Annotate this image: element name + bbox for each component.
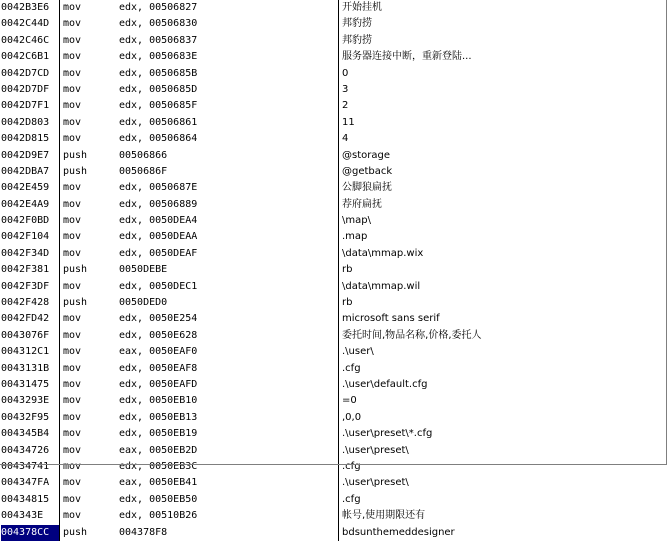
table-row[interactable] <box>0 295 667 311</box>
address-cell: 0042D803 <box>1 116 50 128</box>
table-row[interactable] <box>0 33 667 49</box>
operands-cell: edx, 00510B26 <box>119 510 198 522</box>
instruction-cell: mov <box>63 493 82 505</box>
instruction-cell: mov <box>63 460 82 472</box>
address-cell: 00431475 <box>1 378 50 390</box>
operands-cell: edx, 00506830 <box>119 18 198 30</box>
string-cell: \data\mmap.wil <box>342 280 421 292</box>
table-row[interactable] <box>0 311 667 327</box>
string-cell: .map <box>342 231 368 243</box>
address-cell: 0042C46C <box>1 34 50 46</box>
address-cell: 004312C1 <box>1 346 50 358</box>
table-row[interactable] <box>0 180 667 196</box>
table-row[interactable] <box>0 49 667 65</box>
instruction-cell: push <box>63 264 88 276</box>
string-cell: 帐号,使用期限还有 <box>342 510 426 522</box>
address-cell: 0043293E <box>1 395 50 407</box>
string-cell: bdsunthemeddesigner <box>342 526 455 538</box>
operands-cell: 0050DED0 <box>119 297 168 309</box>
operands-cell: edx, 0050DEAA <box>119 231 198 243</box>
address-cell: 0042B3E6 <box>1 2 50 13</box>
operands-cell: edx, 0050EB50 <box>119 493 198 505</box>
instruction-cell: mov <box>63 51 82 63</box>
operands-cell: edx, 0050685D <box>119 83 198 95</box>
table-row[interactable] <box>0 475 667 491</box>
string-cell: \data\mmap.wix <box>342 247 424 259</box>
table-row[interactable] <box>0 82 667 98</box>
string-cell: .cfg <box>342 493 361 505</box>
string-cell: 0 <box>342 67 349 79</box>
string-cell: 11 <box>342 116 355 128</box>
address-cell: 0042D815 <box>1 133 50 145</box>
instruction-cell: mov <box>63 215 82 227</box>
operands-cell: edx, 0050EB10 <box>119 395 198 407</box>
table-row[interactable] <box>0 492 667 508</box>
table-row[interactable] <box>0 361 667 377</box>
string-cell: 邦豹捞 <box>342 34 372 46</box>
string-cell: .\user\preset\ <box>342 444 409 456</box>
instruction-cell: push <box>63 526 88 538</box>
table-row[interactable] <box>0 393 667 409</box>
instruction-cell: mov <box>63 329 82 341</box>
instruction-cell: mov <box>63 280 82 292</box>
address-cell: 0042DBA7 <box>1 165 50 177</box>
operands-cell: edx, 0050EB19 <box>119 428 198 440</box>
table-row[interactable] <box>0 229 667 245</box>
instruction-cell: push <box>63 165 88 177</box>
string-cell: .\user\default.cfg <box>342 378 428 390</box>
address-cell: 00434741 <box>1 460 50 472</box>
operands-cell: edx, 0050683E <box>119 51 198 63</box>
address-cell: 0042F428 <box>1 297 50 309</box>
instruction-cell: mov <box>63 18 82 30</box>
string-cell: 邦豹捞 <box>342 18 372 30</box>
operands-cell: edx, 0050DEA4 <box>119 215 198 227</box>
table-row[interactable] <box>0 0 667 16</box>
operands-cell: edx, 0050EAF8 <box>119 362 198 374</box>
string-cell: microsoft sans serif <box>342 313 440 325</box>
address-cell: 00432F95 <box>1 411 50 423</box>
instruction-cell: mov <box>63 198 82 210</box>
address-cell: 0042D7F1 <box>1 100 50 112</box>
table-row[interactable] <box>0 459 667 475</box>
string-cell: .\user\preset\*.cfg <box>342 428 433 440</box>
instruction-cell: push <box>63 149 88 161</box>
instruction-cell: mov <box>63 100 82 112</box>
address-cell: 0042FD42 <box>1 313 50 325</box>
instruction-cell: mov <box>63 395 82 407</box>
instruction-cell: mov <box>63 182 82 194</box>
operands-cell: edx, 0050EAFD <box>119 378 198 390</box>
operands-cell: 004378F8 <box>119 526 168 538</box>
address-cell: 004343E <box>1 510 44 522</box>
string-cell: .cfg <box>342 362 361 374</box>
address-cell: 0042F381 <box>1 264 50 276</box>
table-row[interactable] <box>0 213 667 229</box>
table-row[interactable] <box>0 525 667 541</box>
table-row[interactable] <box>0 197 667 213</box>
operands-cell: edx, 0050685B <box>119 67 198 79</box>
operands-cell: edx, 0050EB13 <box>119 411 198 423</box>
operands-cell: edx, 0050EB3C <box>119 460 198 472</box>
instruction-cell: mov <box>63 83 82 95</box>
string-cell: @storage <box>342 149 390 161</box>
address-cell: 0042F3DF <box>1 280 50 292</box>
string-cell: rb <box>342 264 353 276</box>
string-cell: rb <box>342 297 353 309</box>
address-cell: 00434726 <box>1 444 50 456</box>
string-cell: 委托时间,物品名称,价格,委托人 <box>342 329 482 341</box>
operands-cell: 0050686F <box>119 165 168 177</box>
address-cell: 004345B4 <box>1 428 50 440</box>
address-cell: 0042D7DF <box>1 83 50 95</box>
table-row[interactable] <box>0 328 667 344</box>
table-row[interactable] <box>0 115 667 131</box>
address-cell: 0042E4A9 <box>1 198 50 210</box>
string-cell: .cfg <box>342 460 361 472</box>
address-cell: 00434815 <box>1 493 50 505</box>
operands-cell: edx, 0050E628 <box>119 329 198 341</box>
table-row[interactable] <box>0 148 667 164</box>
address-cell: 004378CC <box>1 525 59 541</box>
table-row[interactable] <box>0 131 667 147</box>
table-row[interactable] <box>0 426 667 442</box>
address-cell: 004347FA <box>1 477 50 489</box>
instruction-cell: mov <box>63 346 82 358</box>
instruction-cell: mov <box>63 133 82 145</box>
operands-cell: eax, 0050EB41 <box>119 477 198 489</box>
instruction-cell: mov <box>63 411 82 423</box>
operands-cell: edx, 00506861 <box>119 116 198 128</box>
table-row[interactable] <box>0 66 667 82</box>
string-cell: 4 <box>342 133 349 145</box>
string-cell: @getback <box>342 165 393 177</box>
table-row[interactable] <box>0 508 667 524</box>
operands-cell: 00506866 <box>119 149 168 161</box>
operands-cell: edx, 0050E254 <box>119 313 198 325</box>
string-cell: .\user\ <box>342 346 374 358</box>
address-cell: 0042D9E7 <box>1 149 50 161</box>
instruction-cell: mov <box>63 67 82 79</box>
instruction-cell: mov <box>63 444 82 456</box>
string-cell: =0 <box>342 395 357 407</box>
address-cell: 0042F0BD <box>1 215 50 227</box>
operands-cell: edx, 00506837 <box>119 34 198 46</box>
address-cell: 0042F104 <box>1 231 50 243</box>
instruction-cell: mov <box>63 34 82 46</box>
instruction-cell: mov <box>63 116 82 128</box>
string-cell: \map\ <box>342 215 371 227</box>
operands-cell: edx, 00506889 <box>119 198 198 210</box>
table-row[interactable] <box>0 443 667 459</box>
instruction-cell: mov <box>63 428 82 440</box>
table-row[interactable] <box>0 262 667 278</box>
instruction-cell: mov <box>63 378 82 390</box>
operands-cell: edx, 0050687E <box>119 182 198 194</box>
operands-cell: eax, 0050EAF0 <box>119 346 198 358</box>
string-cell: 荐府扁抚 <box>342 198 382 210</box>
operands-cell: edx, 0050DEC1 <box>119 280 198 292</box>
instruction-cell: mov <box>63 247 82 259</box>
string-cell: 服务器连接中断，重新登陆... <box>342 51 472 63</box>
operands-cell: edx, 00506864 <box>119 133 198 145</box>
instruction-cell: mov <box>63 2 82 13</box>
string-cell: 2 <box>342 100 349 112</box>
address-cell: 0042C6B1 <box>1 51 50 63</box>
table-row[interactable] <box>0 279 667 295</box>
address-cell: 0043076F <box>1 329 50 341</box>
instruction-cell: mov <box>63 477 82 489</box>
table-row[interactable] <box>0 410 667 426</box>
table-row[interactable] <box>0 344 667 360</box>
table-row[interactable] <box>0 98 667 114</box>
address-cell: 0042C44D <box>1 18 50 30</box>
instruction-cell: mov <box>63 362 82 374</box>
table-row[interactable] <box>0 16 667 32</box>
address-cell: 0042F34D <box>1 247 50 259</box>
string-cell: 3 <box>342 83 349 95</box>
string-cell: 公脚狼扁抚 <box>342 182 392 194</box>
string-cell: .\user\preset\ <box>342 477 409 489</box>
string-cell: 开始挂机 <box>342 2 382 13</box>
operands-cell: edx, 0050685F <box>119 100 198 112</box>
operands-cell: edx, 00506827 <box>119 2 198 13</box>
address-cell: 0042D7CD <box>1 67 50 79</box>
operands-cell: edx, 0050DEAF <box>119 247 198 259</box>
instruction-cell: mov <box>63 231 82 243</box>
table-row[interactable] <box>0 377 667 393</box>
table-row[interactable] <box>0 164 667 180</box>
operands-cell: 0050DEBE <box>119 264 168 276</box>
address-cell: 0042E459 <box>1 182 50 194</box>
instruction-cell: mov <box>63 510 82 522</box>
address-cell: 0043131B <box>1 362 50 374</box>
table-row[interactable] <box>0 246 667 262</box>
instruction-cell: push <box>63 297 88 309</box>
instruction-cell: mov <box>63 313 82 325</box>
string-cell: ,0,0 <box>342 411 362 423</box>
operands-cell: eax, 0050EB2D <box>119 444 198 456</box>
